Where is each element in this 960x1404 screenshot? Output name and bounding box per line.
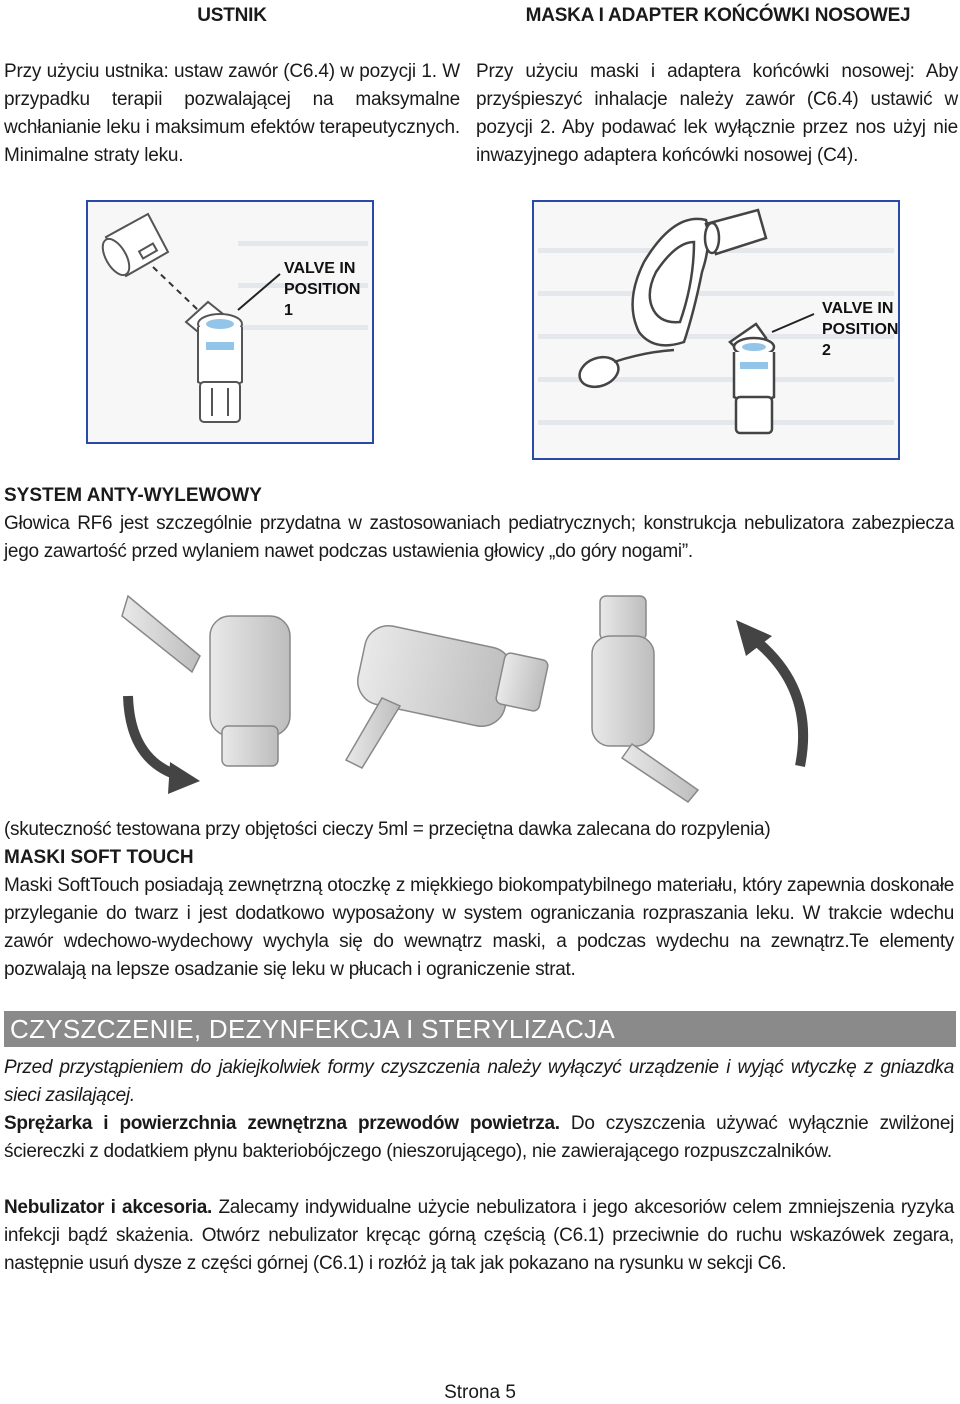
valve-label-line-1: VALVE IN (284, 260, 356, 277)
anti-spill-heading: SYSTEM ANTY-WYLEWOWY (4, 485, 262, 506)
nebulizer-mouthpiece-drawing (88, 202, 372, 442)
nebulizer-text: Zalecamy indywidualne użycie nebulizatora i jego akcesoriów celem zmniejszenia ryzyka infekcji bądź skażenia. Otwórz nebulizator kręcąc górną częścią (C6.1) przeciwnie do ruchu wskazówek zegara, następnie usuń dysze z części górnej (C6.1) i rozłóż ją tak jak pokazano na rysunku w sekcji C6. (4, 1197, 954, 1274)
mouthpiece-text: Przy użyciu ustnika: ustaw zawór (C6.4) w pozycji 1. W przypadku terapii pozwalającej na maksymalne wchłanianie leku i maksimum efektów terapeutycznych. Minimalne straty leku. (4, 61, 460, 166)
valve-label-line-1: VALVE IN (822, 300, 894, 317)
upside-down-sequence-illustration (100, 576, 880, 806)
valve-position-1-label (284, 258, 370, 321)
mask-adapter-title: MASKA I ADAPTER KOŃCÓWKI NOSOWEJ (525, 5, 911, 26)
soft-touch-text: Maski SoftTouch posiadają zewnętrzną otoczkę z miękkiego biokompatybilnego materiału, który zapewnia doskonałe przyleganie do twarz i jest dodatkowo wyposażony w system ograniczania rozpraszania leku. W trakcie wdechu zawór wdechowo-wydechowy wychyla się do wewnątrz maski, a podczas wydechu na zewnątrz.Te elementy pozwalają na lepsze osadzanie się leku w płucach i ograniczenie strat. (4, 875, 954, 980)
anti-spill-text: Głowica RF6 jest szczególnie przydatna w zastosowaniach pediatrycznych; konstrukcja nebulizatora zabezpiecza jego zawartość przed wylaniem nawet podczas ustawienia głowicy „do góry nogami”. (4, 513, 954, 562)
valve-label-line-2: POSITION 1 (284, 281, 361, 319)
valve-position-2-figure (532, 200, 900, 460)
cleaning-intro (4, 1054, 954, 1110)
soft-touch-heading: MASKI SOFT TOUCH (4, 847, 194, 868)
valve-position-2-label (822, 298, 898, 361)
nebulizer-label: Nebulizator i akcesoria. (4, 1197, 213, 1218)
mouthpiece-title: USTNIK (197, 5, 267, 26)
compressor-paragraph (4, 1110, 954, 1166)
page-number: Strona 5 (444, 1382, 516, 1403)
mask-adapter-text: Przy użyciu maski i adaptera końcówki nosowej: Aby przyśpieszyć inhalacje należy zawór (C6.4) ustawić w pozycji 2. Aby podawać lek wyłącznie przez nos użyj nie inwazyjnego adaptera końcówki nosowej (C4). (476, 61, 958, 166)
valve-label-line-2: POSITION 2 (822, 321, 899, 359)
nebulizer-paragraph (4, 1194, 954, 1278)
cleaning-section-band: CZYSZCZENIE, DEZYNFEKCJA I STERYLIZACJA (4, 1011, 956, 1047)
compressor-text: Do czyszczenia używać wyłącznie zwilżonej ściereczki z dodatkiem płynu bakteriobójczego (nieszorującego), nie zawierającego rozpuszczalników. (4, 1113, 955, 1162)
valve-position-1-figure (86, 200, 374, 444)
cleaning-intro-text: Przed przystąpieniem do jakiejkolwiek formy czyszczenia należy wyłączyć urządzenie i wyjąć wtyczkę z gniazdka sieci zasilającej. (4, 1057, 954, 1106)
efficacy-note: (skuteczność testowana przy objętości cieczy 5ml = przeciętna dawka zalecana do rozpylenia) (4, 819, 771, 840)
compressor-label: Sprężarka i powierzchnia zewnętrzna przewodów powietrza. (4, 1113, 560, 1134)
